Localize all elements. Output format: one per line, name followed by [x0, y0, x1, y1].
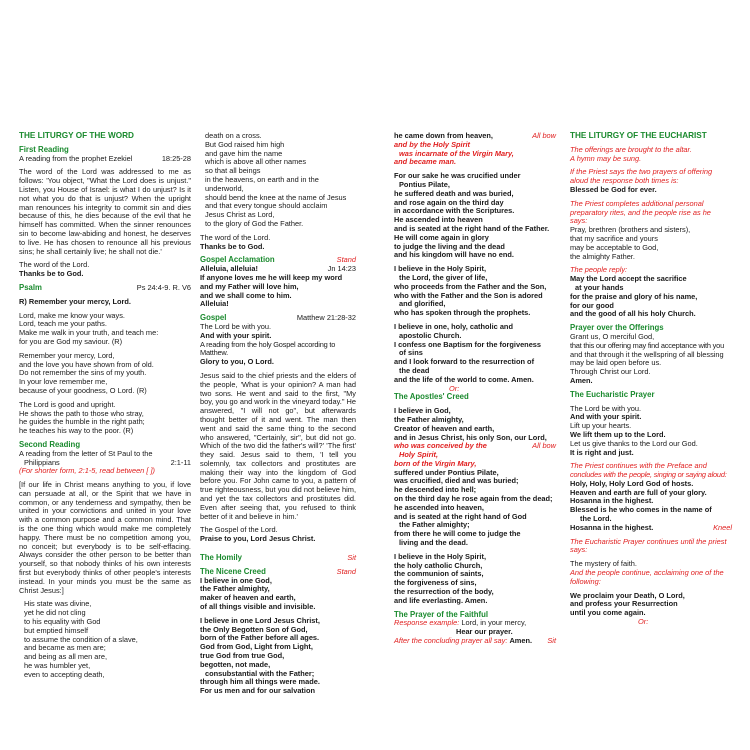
- posture-sit: Sit: [347, 553, 356, 563]
- psalm-line: Do not remember the sins of my youth.: [19, 368, 147, 378]
- creed-line: begotten, not made,: [200, 659, 271, 669]
- hymn-line: to assume the condition of a slave,: [24, 634, 138, 644]
- first-reading-response: Thanks be to God.: [19, 269, 84, 279]
- rubric-line: The Eucharistic Prayer continues until the priest: [570, 536, 727, 546]
- offerings-heading: Prayer over the Offerings: [570, 323, 664, 333]
- response-line: and the good of all his holy Church.: [570, 309, 696, 319]
- creed-line: who has spoken through the prophets.: [394, 308, 531, 318]
- rubric-line: And the people continue, acclaiming one of the: [570, 568, 724, 578]
- creed-line: maker of heaven and earth,: [200, 593, 296, 603]
- apostles-creed-part: [394, 469, 556, 548]
- dialogue-line: Let us give thanks to the Lord our God.: [570, 438, 698, 448]
- psalm-line: for you are God my saviour. (R): [19, 336, 123, 346]
- gospel-body: Jesus said to the chief priests and the elders of the people, 'What is your opinion? A man had two sons. He went and said to the first, "My boy, you go and work in the vineyard today." He answered, "I will not go", but afterwards thought better of it and went. The man then went and said the same thing to the second who answered, "Certainly, sir", but did not go. Which of the two did the father's will?' 'The first' they said. Jesus said to them, 'I tell you solemnly, tax collectors and prostitutes are making their way into the kingdom of God before you. For John came to you, a pattern of true righteousness, but you did not believe him, and yet the tax collectors and prostitutes did. Even after seeing that, you refused to think better of it and believe in him.': [200, 370, 356, 521]
- first-reading-body: The word of the Lord was addressed to me as follows: 'You object, "What the Lord does is unjust." Listen, you House of Israel: is what I do unjust? Is it not what you do that is unjust? When the upright man renounces his integrity to commit sin and dies because of this, he dies because of the evil that he himself has committed. When the sinner renounces sin to become law-abiding and honest, he deserves to live. He has chosen to renounce all his previous sins; he shall certainly live; he shall not die.': [19, 167, 191, 256]
- sanctus-kneel-row: [570, 524, 732, 533]
- gospel-heading: Gospel: [200, 313, 227, 323]
- psalm-line: he guides the humble in the right path;: [19, 417, 145, 427]
- psalm-stanza: [19, 401, 191, 436]
- prayer-line: Pray, brethren (brothers and sisters),: [570, 225, 691, 235]
- second-reading-shorter-note: (For shorter form, 2:1-5, read between [ ]): [19, 466, 155, 476]
- creed-line: to judge the living and the dead: [394, 241, 505, 251]
- creed-line: was incarnate of the Virgin Mary,: [399, 148, 514, 158]
- sanctus-line: the Lord.: [580, 514, 612, 524]
- second-reading-ref: 2:1-11: [170, 457, 191, 467]
- creed-line: and rose again on the third day: [394, 197, 504, 207]
- psalm-stanza: [19, 352, 191, 396]
- rubric-line: aloud the response both times is:: [570, 176, 679, 186]
- second-reading-body: [If our life in Christ means anything to you, if love can persuade at all, or the Spirit that we have in common, or any tenderness and sympathy, then be united in your convictions and united in your love with a common purpose and a common mind. That is the one thing which would make me completely happy. There must be no competition among you, no conceit; but everybody is to be self-effacing. Always consider the other person to be better than yourself, so that nobody thinks of his own interests first but everybody thinks of other people's interests instead. In your minds you must be the same as Christ Jesus:]: [19, 480, 191, 595]
- creed-line: the Only Begotten Son of God,: [200, 624, 308, 634]
- apostles-creed-part: [394, 553, 556, 606]
- creed-line: I believe in one Lord Jesus Christ,: [200, 615, 320, 625]
- rubric-line: concludes with the people, singing or saying aloud:: [570, 470, 727, 480]
- psalm-line: he teaches his way to the poor. (R): [19, 426, 134, 436]
- first-reading-source: A reading from the prophet Ezekiel: [19, 153, 133, 163]
- sanctus-line: Heaven and earth are full of your glory.: [570, 487, 707, 497]
- psalm-line: The Lord is good and upright.: [19, 399, 116, 409]
- psalm-line: He shows the path to those who stray,: [19, 408, 144, 418]
- sanctus-line: Hosanna in the highest.: [570, 522, 654, 532]
- hymn-line: to the glory of God the Father.: [205, 218, 304, 228]
- acclamation-ref: Jn 14:23: [327, 264, 356, 274]
- creed-line: born of the Father before all ages.: [200, 633, 320, 643]
- posture-stand: Stand: [336, 255, 356, 265]
- psalm-line: and the love you have shown from of old.: [19, 359, 154, 369]
- rubric-people-reply: The people reply:: [570, 265, 628, 275]
- creed-line: and is seated at the right hand of the Father.: [394, 223, 550, 233]
- creed-line: was crucified, died and was buried;: [394, 476, 519, 486]
- creed-line: apostolic Church.: [399, 330, 462, 340]
- rubric: [570, 462, 732, 480]
- homily-heading: The Homily: [200, 553, 243, 563]
- acclamation-verse: [200, 274, 356, 309]
- eucharistic-prayer-heading: The Eucharistic Prayer: [570, 389, 655, 399]
- creed-line: the communion of saints,: [394, 569, 484, 579]
- prayer-line: that my sacrifice and yours: [570, 233, 658, 243]
- sanctus-line: Blessed is he who comes in the name of: [570, 505, 712, 515]
- rubric-line: preparatory rites, and the people rise as he: [570, 207, 711, 217]
- creed-stanza: [200, 577, 356, 612]
- column-1: [19, 132, 191, 680]
- acclamation-line: If anyone loves me he will keep my word: [200, 272, 343, 282]
- creed-line: through him all things were made.: [200, 677, 320, 687]
- creed-line: the holy catholic Church,: [394, 560, 483, 570]
- second-reading-heading: Second Reading: [19, 439, 81, 449]
- creed-line: and life everlasting. Amen.: [394, 595, 488, 605]
- accept-sacrifice: [570, 275, 732, 319]
- acclamation-line: until you come again.: [570, 608, 646, 618]
- psalm-stanza: [19, 312, 191, 347]
- gospel-dialogue: The Lord be with you.: [200, 321, 272, 331]
- concluding-prayer-note: After the concluding prayer all say:: [394, 636, 508, 646]
- prayer-line: Grant us, O merciful God,: [570, 331, 655, 341]
- rubric-line: says:: [570, 545, 588, 555]
- hymn-line: His state was divine,: [24, 599, 92, 609]
- rubric-line: A hymn may be sung.: [570, 153, 642, 163]
- second-reading-close: The word of the Lord.: [200, 232, 271, 242]
- creed-line: from there he will come to judge the: [394, 529, 521, 539]
- creed-line: and became man.: [394, 157, 457, 167]
- creed-line: he suffered death and was buried,: [394, 188, 514, 198]
- creed-line: of sins: [399, 348, 423, 358]
- acclamation-alleluia: Alleluia, alleluia!: [200, 264, 258, 274]
- creed-line: and his kingdom will have no end.: [394, 250, 514, 260]
- creed-line: He ascended into heaven: [394, 215, 483, 225]
- psalm-heading-row: [19, 284, 191, 293]
- prayer-line: Through Christ our Lord.: [570, 367, 651, 377]
- creed-line: he descended into hell;: [394, 485, 477, 495]
- nicene-creed-heading: The Nicene Creed: [200, 566, 266, 576]
- hymn-line: but emptied himself: [24, 625, 89, 635]
- creed-line: born of the Virgin Mary,: [394, 458, 477, 468]
- or-label: Or:: [449, 383, 460, 393]
- hymn-line: he was humbler yet,: [24, 661, 91, 671]
- creed-line: and I look forward to the resurrection of: [394, 357, 535, 367]
- or-label: Or:: [638, 617, 649, 627]
- creed-line: Pontius Pilate,: [399, 179, 450, 189]
- prayer-line: and that through it the wellspring of all blessing: [570, 349, 724, 359]
- creed-line: the forgiveness of sins,: [394, 578, 477, 588]
- psalm-response: R) Remember your mercy, Lord.: [19, 296, 131, 306]
- hymn-line: so that all beings: [205, 166, 261, 176]
- creed-line: For us men and for our salvation: [200, 686, 315, 696]
- posture-bow: All bow: [532, 131, 556, 140]
- creed-line: and by the Holy Spirit: [394, 139, 470, 149]
- psalm-line: Remember your mercy, Lord,: [19, 350, 115, 360]
- rubric-line: following:: [570, 576, 601, 586]
- rubric: [570, 569, 732, 587]
- second-reading-book: Philippians: [24, 457, 60, 467]
- response-line: for the praise and glory of his name,: [570, 291, 698, 301]
- rubric-line: If the Priest says the two prayers of offering: [570, 167, 713, 177]
- hymn-line: and that every tongue should acclaim: [205, 201, 328, 211]
- creed-line: the Father almighty,: [394, 414, 464, 424]
- sanctus: [570, 480, 732, 524]
- creed-line: consubstantial with the Father;: [205, 668, 315, 678]
- gospel-ref: Matthew 21:28-32: [296, 313, 356, 323]
- hymn-line: and became as men are;: [24, 643, 106, 653]
- section-title-liturgy-eucharist: THE LITURGY OF THE EUCHARIST: [570, 131, 707, 140]
- creed-line: he came down from heaven,: [394, 131, 493, 140]
- acclamation-heading: Gospel Acclamation: [200, 255, 275, 265]
- psalm-ref: Ps 24:4-9. R. V6: [136, 282, 191, 292]
- hymn-line: should bend the knee at the name of Jesus: [205, 192, 347, 202]
- creed-line: I believe in the Holy Spirit,: [394, 264, 486, 274]
- psalm-heading: Psalm: [19, 282, 42, 292]
- creed-line: and the life of the world to come. Amen.: [394, 374, 534, 384]
- prayer-line: may be acceptable to God,: [570, 242, 659, 252]
- creed-line: Creator of heaven and earth,: [394, 423, 495, 433]
- posture-kneel: Kneel: [713, 522, 732, 532]
- creed-line: the Lord, the giver of life,: [399, 272, 488, 282]
- hymn-line: which is above all other names: [205, 157, 307, 167]
- creed-line: in accordance with the Scriptures.: [394, 206, 515, 216]
- creed-line: He will come again in glory: [394, 232, 489, 242]
- hymn-line: and gave him the name: [205, 148, 283, 158]
- response-line: at your hands: [575, 282, 624, 292]
- prayer-line: may be laid open before us.: [570, 358, 662, 368]
- rubric-line: says:: [570, 216, 588, 226]
- creed-line: I believe in God,: [394, 406, 451, 416]
- creed-line: I confess one Baptism for the forgiveness: [394, 339, 542, 349]
- prayer-faithful-heading: The Prayer of the Faithful: [394, 609, 489, 619]
- mystery-of-faith: The mystery of faith.: [570, 559, 637, 569]
- amen-response: Amen.: [509, 636, 533, 646]
- hymn-line: Jesus Christ as Lord,: [205, 210, 275, 220]
- creed-line: the Father almighty,: [200, 584, 270, 594]
- hymn-line: even to accepting death,: [24, 669, 105, 679]
- dialogue-line: It is right and just.: [570, 447, 634, 457]
- apostles-creed-part: [394, 407, 556, 442]
- hymn-line: death on a cross.: [205, 131, 262, 140]
- column-3: [394, 132, 556, 646]
- creed-line: and is seated at the right hand of God: [394, 511, 527, 521]
- acclamation-line: and my Father will love him,: [200, 281, 299, 291]
- creed-line: God from God, Light from Light,: [200, 642, 313, 652]
- creed-stanza: [394, 265, 556, 318]
- prayer-line: the almighty Father.: [570, 251, 635, 261]
- creed-incarnation: [394, 141, 556, 167]
- creed-line: I believe in the Holy Spirit,: [394, 551, 486, 561]
- creed-line: the dead: [399, 365, 430, 375]
- psalm-line: Lord, make me know your ways.: [19, 310, 125, 320]
- psalm-line: because of your goodness, O Lord. (R): [19, 385, 147, 395]
- creed-stanza: [200, 617, 356, 696]
- memorial-acclamation: [570, 592, 732, 618]
- second-reading-hymn: [19, 600, 191, 679]
- hymn-line: But God raised him high: [205, 139, 285, 149]
- dialogue-line: We lift them up to the Lord.: [570, 429, 666, 439]
- hymn-line: yet he did not cling: [24, 608, 86, 618]
- apostles-creed-incarnation: [394, 451, 556, 469]
- first-reading-heading: First Reading: [19, 144, 69, 154]
- posture-bow: All bow: [532, 441, 556, 451]
- posture-stand: Stand: [336, 566, 356, 576]
- acclamation-line: and we shall come to him.: [200, 290, 292, 300]
- first-reading-close: The word of the Lord.: [19, 260, 90, 270]
- creed-line: who with the Father and the Son is adored: [394, 290, 543, 300]
- homily-heading-row: [200, 554, 356, 563]
- creed-line: I believe in one God,: [200, 575, 272, 585]
- first-reading-ref: 18:25-28: [161, 153, 191, 163]
- creed-line: Holy Spirit,: [399, 450, 439, 460]
- prayer-after-row: [394, 637, 556, 646]
- offerings-prayer: [570, 333, 732, 386]
- blessed-response: Blessed be God for ever.: [570, 184, 657, 194]
- response-line: May the Lord accept the sacrifice: [570, 274, 687, 284]
- response-line: for our good: [570, 300, 614, 310]
- response-example: Lord, in your mercy,: [461, 618, 527, 628]
- rubric: [570, 146, 732, 164]
- sanctus-line: Hosanna in the highest.: [570, 496, 654, 506]
- creed-line: who was conceived by the: [394, 441, 487, 451]
- hymn-line: to his equality with God: [24, 617, 101, 627]
- preface-dialogue: [570, 405, 732, 458]
- psalm-line: Lord, teach me your paths.: [19, 319, 107, 329]
- response-hear-our-prayer: Hear our prayer.: [456, 627, 513, 637]
- column-4: [570, 132, 732, 627]
- creed-line: the resurrection of the body,: [394, 587, 494, 597]
- rubric: [570, 168, 732, 186]
- creed-line: of all things visible and invisible.: [200, 602, 316, 612]
- creed-line: true God from true God,: [200, 651, 285, 661]
- dialogue-line: The Lord be with you.: [570, 403, 642, 413]
- hymn-line: and being as all men are,: [24, 652, 107, 662]
- acclamation-line: and profess your Resurrection: [570, 599, 678, 609]
- second-reading-response: Thanks be to God.: [200, 241, 265, 251]
- amen-response: Amen.: [570, 375, 593, 385]
- creed-line: suffered under Pontius Pilate,: [394, 467, 499, 477]
- creed-line: and in Jesus Christ, his only Son, our Lord,: [394, 432, 547, 442]
- pray-brethren: [570, 226, 732, 261]
- creed-line: on the third day he rose again from the dead;: [394, 494, 553, 504]
- dialogue-line: And with your spirit.: [570, 412, 642, 422]
- creed-stanza: [394, 172, 556, 260]
- posture-sit: Sit: [547, 636, 556, 646]
- section-title-liturgy-word: THE LITURGY OF THE WORD: [19, 131, 134, 140]
- second-reading-source: A reading from the letter of St Paul to the: [19, 448, 153, 458]
- first-reading-source-row: [19, 155, 191, 164]
- gospel-dialogue: Glory to you, O Lord.: [200, 357, 274, 367]
- response-example-label: Response example:: [394, 618, 460, 628]
- rubric-line: The offerings are brought to the altar.: [570, 144, 692, 154]
- rubric-line: The Priest continues with the Preface and: [570, 461, 707, 471]
- acclamation-line: Alleluia!: [200, 299, 229, 309]
- creed-line: and glorified,: [399, 299, 446, 309]
- creed-line: living and the dead.: [399, 538, 468, 548]
- gospel-dialogue: A reading from the holy Gospel according to Matthew.: [200, 339, 336, 358]
- hymn-line: in the heavens, on earth and in the underworld,: [205, 174, 319, 193]
- rubric: [570, 538, 732, 556]
- creed-line: he ascended into heaven,: [394, 502, 484, 512]
- creed-stanza: [394, 323, 556, 385]
- prayer-line: that this our offering may find acceptance with you: [570, 340, 724, 350]
- psalm-line: In your love remember me,: [19, 377, 108, 387]
- acclamation-line: We proclaim your Death, O Lord,: [570, 590, 685, 600]
- rubric-line: The Priest completes additional personal: [570, 198, 704, 208]
- gospel-close: The Gospel of the Lord.: [200, 525, 278, 535]
- hymn-continued: [200, 132, 356, 229]
- rubric: [570, 200, 732, 226]
- gospel-dialogue: And with your spirit.: [200, 330, 272, 340]
- creed-line: I believe in one, holy, catholic and: [394, 321, 513, 331]
- apostles-creed-heading: The Apostles' Creed: [394, 392, 469, 402]
- psalm-line: Make me walk in your truth, and teach me:: [19, 328, 159, 338]
- creed-line: For our sake he was crucified under: [394, 171, 521, 181]
- column-2: [200, 132, 356, 701]
- dialogue-line: Lift up your hearts.: [570, 421, 632, 431]
- gospel-response: Praise to you, Lord Jesus Christ.: [200, 534, 316, 544]
- sanctus-line: Holy, Holy, Holy Lord God of hosts.: [570, 478, 694, 488]
- creed-line: the Father almighty;: [399, 520, 470, 530]
- creed-line: who proceeds from the Father and the Son,: [394, 281, 547, 291]
